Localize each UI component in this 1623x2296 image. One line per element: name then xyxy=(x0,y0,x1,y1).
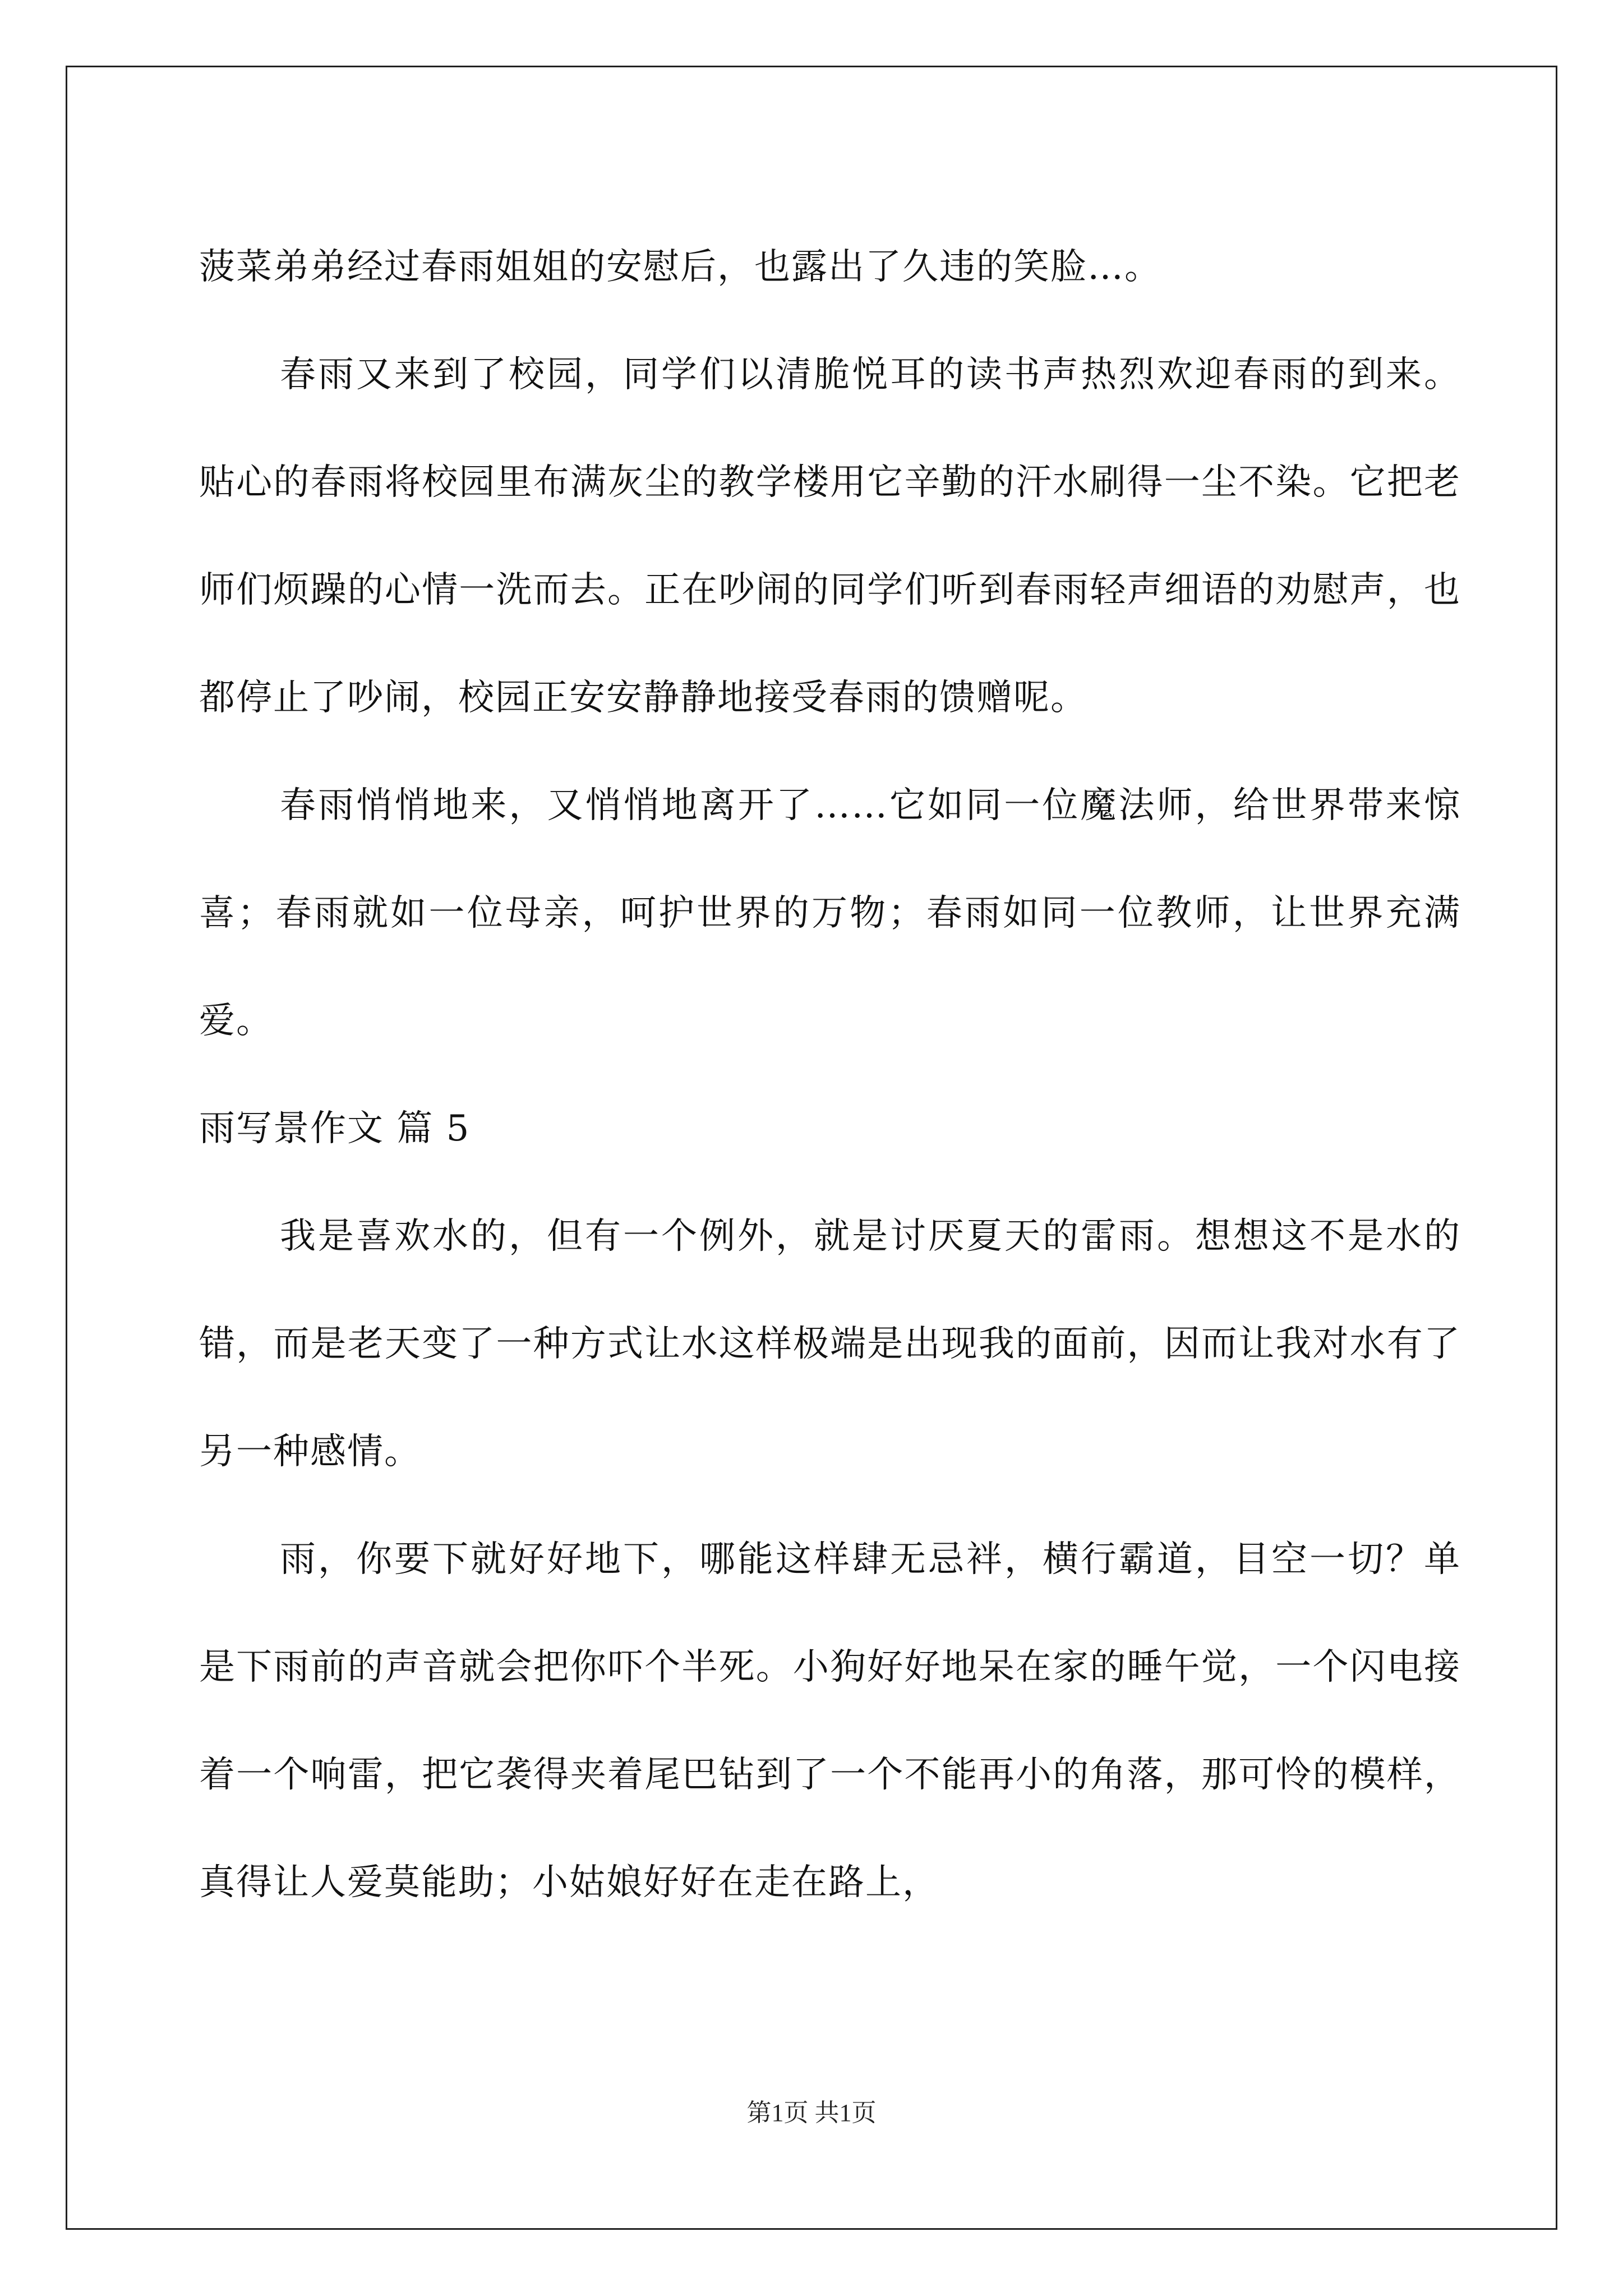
document-body xyxy=(199,213,1461,1936)
paragraph-2: 春雨又来到了校园，同学们以清脆悦耳的读书声热烈欢迎春雨的到来。贴心的春雨将校园里布满灰尘的教学楼用它辛勤的汗水刷得一尘不染。它把老师们烦躁的心情一洗而去。正在吵闹的同学们听到春雨轻声细语的劝慰声，也都停止了吵闹，校园正安安静静地接受春雨的馈赠呢。 xyxy=(199,354,1461,719)
paragraph-5: 雨，你要下就好好地下，哪能这样肆无忌袢，横行霸道，目空一切？单是下雨前的声音就会把你吓个半死。小狗好好地呆在家的睡午觉，一个闪电接着一个响雷，把它袭得夹着尾巴钻到了一个不能再小的角落，那可怜的模样，真得让人爱莫能助；小姑娘好好在走在路上， xyxy=(199,1539,1461,1903)
paragraph-4: 我是喜欢水的，但有一个例外，就是讨厌夏天的雷雨。想想这不是水的错，而是老天变了一种方式让水这样极端是出现我的面前，因而让我对水有了另一种感情。 xyxy=(199,1216,1461,1473)
page-footer: 第1页 共1页 xyxy=(746,2099,877,2127)
paragraph-3: 春雨悄悄地来，又悄悄地离开了……它如同一位魔法师，给世界带来惊喜；春雨就如一位母亲，呵护世界的万物；春雨如同一位教师，让世界充满爱。 xyxy=(199,785,1461,1042)
section-heading: 雨写景作文 篇 5 xyxy=(199,1108,471,1149)
paragraph-1: 菠菜弟弟经过春雨姐姐的安慰后，也露出了久违的笑脸…。 xyxy=(199,246,1161,288)
